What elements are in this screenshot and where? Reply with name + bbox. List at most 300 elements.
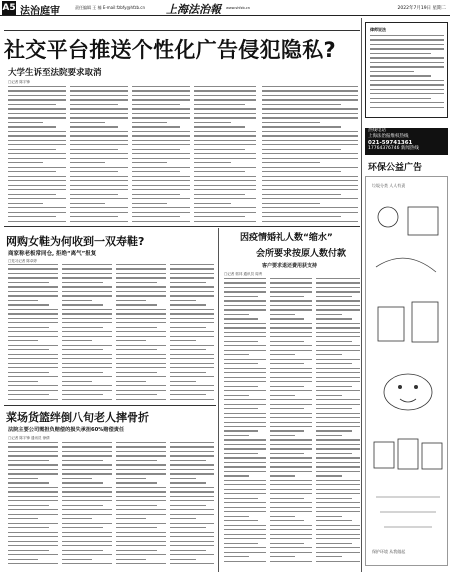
body-text-line xyxy=(194,212,256,213)
body-text-line xyxy=(62,345,112,346)
body-text-line xyxy=(62,318,112,319)
body-text-line xyxy=(116,455,166,456)
lead-byline: □记者 陈宇锋 xyxy=(8,80,30,84)
body-text-line xyxy=(270,323,312,324)
issue-date: 2022年7月19日 星期二 xyxy=(397,6,446,11)
body-text-line xyxy=(194,185,256,186)
body-text-line xyxy=(8,104,56,105)
body-text-line xyxy=(8,198,66,199)
lead-column-2 xyxy=(70,86,128,226)
body-text-line xyxy=(170,563,214,564)
body-text-line xyxy=(116,363,166,364)
body-text-line xyxy=(132,126,180,127)
body-text-line xyxy=(270,471,312,472)
body-text-line xyxy=(170,550,206,551)
body-text-line xyxy=(170,541,214,542)
body-text-line xyxy=(224,413,266,414)
body-text-line xyxy=(132,135,190,136)
body-text-line xyxy=(8,478,38,479)
body-text-line xyxy=(370,62,444,63)
body-text-line xyxy=(262,99,358,100)
body-text-line xyxy=(8,358,58,359)
body-text-line xyxy=(170,367,214,368)
body-text-line xyxy=(316,426,360,427)
body-text-line xyxy=(270,435,295,436)
body-text-line xyxy=(370,75,431,76)
body-text-line xyxy=(132,104,180,105)
body-text-line xyxy=(62,376,112,377)
body-text-line xyxy=(224,480,266,481)
body-text-line xyxy=(70,113,128,114)
body-text-line xyxy=(170,554,214,555)
body-text-line xyxy=(224,439,266,440)
body-text-line xyxy=(8,144,66,145)
body-text-line xyxy=(70,153,128,154)
body-text-line xyxy=(194,113,256,114)
wedding-column-1 xyxy=(224,278,266,568)
basket-headline: 菜场货篮绊倒八旬老人摔骨折 xyxy=(6,411,149,424)
body-text-line xyxy=(194,176,256,177)
body-text-line xyxy=(262,108,358,109)
body-text-line xyxy=(270,332,312,333)
body-text-line xyxy=(170,282,206,283)
body-text-line xyxy=(316,395,342,396)
body-text-line xyxy=(8,295,58,296)
body-text-line xyxy=(62,286,112,287)
body-text-line xyxy=(116,464,166,465)
body-text-line xyxy=(62,327,103,328)
body-text-line xyxy=(270,457,312,458)
body-text-line xyxy=(224,300,266,301)
body-text-line xyxy=(8,509,58,510)
wedding-headline-2: 会所要求按原人数付款 xyxy=(256,249,347,259)
body-text-line xyxy=(316,484,360,485)
mid-divider xyxy=(218,228,219,572)
body-text-line xyxy=(132,99,190,100)
body-text-line xyxy=(270,480,312,481)
body-text-line xyxy=(170,372,206,373)
body-text-line xyxy=(116,385,166,386)
body-text-line xyxy=(270,422,312,423)
body-text-line xyxy=(224,516,249,517)
body-text-line xyxy=(170,514,214,515)
body-text-line xyxy=(270,314,295,315)
body-text-line xyxy=(70,203,105,204)
body-text-line xyxy=(116,268,166,269)
body-text-line xyxy=(8,194,56,195)
ad-caption-bottom: 保护环境 从我做起 xyxy=(372,549,406,554)
body-text-line xyxy=(8,336,58,337)
body-text-line xyxy=(262,207,358,208)
body-text-line xyxy=(62,300,92,301)
body-text-line xyxy=(62,491,112,492)
body-text-line xyxy=(270,444,312,445)
body-text-line xyxy=(8,376,58,377)
body-text-line xyxy=(62,264,112,265)
body-text-line xyxy=(8,385,58,386)
body-text-line xyxy=(8,140,66,141)
body-text-line xyxy=(370,48,444,49)
body-text-line xyxy=(132,86,190,87)
body-text-line xyxy=(224,520,258,521)
body-text-line xyxy=(70,144,128,145)
body-text-line xyxy=(8,514,58,515)
body-text-line xyxy=(8,131,66,132)
body-text-line xyxy=(194,95,256,96)
body-text-line xyxy=(316,547,360,548)
body-text-line xyxy=(132,140,190,141)
body-text-line xyxy=(316,368,360,369)
body-text-line xyxy=(270,489,312,490)
body-text-line xyxy=(270,318,304,319)
body-text-line xyxy=(8,464,58,465)
body-text-line xyxy=(70,99,128,100)
lead-column-1 xyxy=(8,86,66,226)
body-text-line xyxy=(70,194,118,195)
body-text-line xyxy=(8,273,58,274)
body-text-line xyxy=(224,345,266,346)
body-text-line xyxy=(316,430,352,431)
body-text-line xyxy=(224,350,266,351)
body-text-line xyxy=(8,126,56,127)
body-text-line xyxy=(8,349,49,350)
body-text-line xyxy=(224,386,258,387)
body-text-line xyxy=(116,482,157,483)
body-text-line xyxy=(316,516,342,517)
body-text-line xyxy=(194,99,256,100)
body-text-line xyxy=(270,556,295,557)
body-text-line xyxy=(8,189,66,190)
body-text-line xyxy=(170,291,214,292)
legal-commentary-text xyxy=(370,35,444,115)
body-text-line xyxy=(62,358,112,359)
body-text-line xyxy=(224,534,266,535)
body-text-line xyxy=(270,300,312,301)
section-name: 法治庭审 xyxy=(20,6,60,17)
body-text-line xyxy=(270,377,312,378)
lead-subhead: 大学生诉至法院要求取消 xyxy=(8,68,102,78)
section-rule-2 xyxy=(4,405,216,406)
body-text-line xyxy=(262,158,358,159)
body-text-line xyxy=(224,399,266,400)
body-text-line xyxy=(316,534,360,535)
body-text-line xyxy=(8,221,66,222)
body-text-line xyxy=(316,372,360,373)
body-text-line xyxy=(8,264,58,265)
body-text-line xyxy=(262,149,341,150)
body-text-line xyxy=(116,331,166,332)
body-text-line xyxy=(370,102,444,103)
body-text-line xyxy=(8,167,66,168)
body-text-line xyxy=(62,559,92,560)
body-text-line xyxy=(70,90,128,91)
body-text-line xyxy=(270,507,312,508)
body-text-line xyxy=(170,491,214,492)
body-text-line xyxy=(132,158,190,159)
body-text-line xyxy=(62,381,92,382)
body-text-line xyxy=(316,466,360,467)
body-text-line xyxy=(224,381,266,382)
body-text-line xyxy=(270,475,295,476)
body-text-line xyxy=(70,216,118,217)
body-text-line xyxy=(270,538,312,539)
body-text-line xyxy=(194,203,231,204)
body-text-line xyxy=(316,543,352,544)
body-text-line xyxy=(194,108,256,109)
body-text-line xyxy=(62,291,112,292)
body-text-line xyxy=(316,475,342,476)
lead-headline: 社交平台推送个性化广告侵犯隐私? xyxy=(4,38,336,62)
body-text-line xyxy=(270,386,304,387)
body-text-line xyxy=(194,189,256,190)
body-text-line xyxy=(224,359,266,360)
body-text-line xyxy=(8,394,49,395)
body-text-line xyxy=(8,487,58,488)
body-text-line xyxy=(224,368,266,369)
body-text-line xyxy=(132,117,190,118)
body-text-line xyxy=(116,327,157,328)
body-text-line xyxy=(316,390,360,391)
body-text-line xyxy=(170,464,214,465)
body-text-line xyxy=(8,372,49,373)
body-text-line xyxy=(194,194,245,195)
body-text-line xyxy=(262,113,358,114)
body-text-line xyxy=(70,185,128,186)
body-text-line xyxy=(170,358,214,359)
body-text-line xyxy=(224,511,266,512)
body-text-line xyxy=(8,367,58,368)
body-text-line xyxy=(270,543,304,544)
body-text-line xyxy=(62,554,112,555)
shoes-column-3 xyxy=(116,264,166,404)
body-text-line xyxy=(116,313,166,314)
body-text-line xyxy=(270,520,304,521)
body-text-line xyxy=(8,482,49,483)
body-text-line xyxy=(224,444,266,445)
body-text-line xyxy=(70,180,128,181)
body-text-line xyxy=(170,322,214,323)
body-text-line xyxy=(62,473,112,474)
body-text-line xyxy=(62,527,103,528)
body-text-line xyxy=(170,532,214,533)
body-text-line xyxy=(194,86,256,87)
body-text-line xyxy=(224,547,266,548)
body-text-line xyxy=(262,135,358,136)
body-text-line xyxy=(270,417,312,418)
body-text-line xyxy=(62,523,112,524)
body-text-line xyxy=(270,502,312,503)
body-text-line xyxy=(62,446,112,447)
body-text-line xyxy=(8,322,58,323)
body-text-line xyxy=(8,122,43,123)
basket-column-1 xyxy=(8,442,58,570)
top-rule xyxy=(4,30,360,31)
body-text-line xyxy=(316,471,360,472)
body-text-line xyxy=(8,135,66,136)
body-text-line xyxy=(116,442,166,443)
body-text-line xyxy=(316,511,360,512)
body-text-line xyxy=(8,277,58,278)
body-text-line xyxy=(370,71,414,72)
ad-drawing xyxy=(366,177,449,567)
body-text-line xyxy=(262,185,358,186)
body-text-line xyxy=(8,491,58,492)
body-text-line xyxy=(116,518,146,519)
body-text-line xyxy=(8,331,58,332)
body-text-line xyxy=(316,556,342,557)
body-text-line xyxy=(270,439,312,440)
body-text-line xyxy=(8,473,58,474)
body-text-line xyxy=(270,305,312,306)
body-text-line xyxy=(224,462,266,463)
body-text-line xyxy=(8,95,66,96)
body-text-line xyxy=(224,543,258,544)
body-text-line xyxy=(132,207,190,208)
legal-commentary-title: 律师说法 xyxy=(370,27,386,32)
public-ad-illustration xyxy=(365,176,448,566)
body-text-line xyxy=(70,167,128,168)
body-text-line xyxy=(170,451,214,452)
body-text-line xyxy=(132,162,167,163)
body-text-line xyxy=(170,295,214,296)
sidebar-divider xyxy=(361,18,362,572)
body-text-line xyxy=(270,430,304,431)
body-text-line xyxy=(62,336,112,337)
body-text-line xyxy=(224,305,266,306)
body-text-line xyxy=(116,505,157,506)
body-text-line xyxy=(8,545,58,546)
body-text-line xyxy=(270,453,304,454)
body-text-line xyxy=(316,327,360,328)
body-text-line xyxy=(8,108,66,109)
hotline-note: 17764376746 新闻热线 xyxy=(368,146,419,151)
body-text-line xyxy=(8,286,58,287)
body-text-line xyxy=(116,559,146,560)
body-text-line xyxy=(224,457,266,458)
body-text-line xyxy=(370,84,444,85)
body-text-line xyxy=(8,99,66,100)
body-text-line xyxy=(224,484,266,485)
body-text-line xyxy=(262,216,341,217)
body-text-line xyxy=(316,422,360,423)
body-text-line xyxy=(62,399,112,400)
body-text-line xyxy=(262,122,320,123)
body-text-line xyxy=(170,527,206,528)
masthead xyxy=(0,0,450,16)
body-text-line xyxy=(224,287,266,288)
body-text-line xyxy=(270,529,312,530)
body-text-line xyxy=(116,372,157,373)
body-text-line xyxy=(224,430,258,431)
body-text-line xyxy=(116,554,166,555)
body-text-line xyxy=(170,455,214,456)
body-text-line xyxy=(170,318,214,319)
body-text-line xyxy=(170,500,214,501)
body-text-line xyxy=(170,340,196,341)
body-text-line xyxy=(8,268,58,269)
body-text-line xyxy=(62,505,103,506)
body-text-line xyxy=(316,538,360,539)
body-text-line xyxy=(316,350,360,351)
body-text-line xyxy=(262,189,358,190)
body-text-line xyxy=(270,278,312,279)
body-text-line xyxy=(262,180,358,181)
body-text-line xyxy=(170,487,214,488)
body-text-line xyxy=(270,534,312,535)
body-text-line xyxy=(170,331,214,332)
body-text-line xyxy=(70,86,128,87)
body-text-line xyxy=(262,131,358,132)
shoes-subhead: 商家称老板常同仓, 拒绝“离气”报复 xyxy=(8,251,97,257)
body-text-line xyxy=(316,341,352,342)
body-text-line xyxy=(8,399,58,400)
body-text-line xyxy=(262,144,358,145)
body-text-line xyxy=(194,171,245,172)
body-text-line xyxy=(316,336,360,337)
body-text-line xyxy=(116,291,166,292)
body-text-line xyxy=(116,376,166,377)
body-text-line xyxy=(62,282,103,283)
body-text-line xyxy=(170,482,206,483)
body-text-line xyxy=(262,126,341,127)
body-text-line xyxy=(62,331,112,332)
body-text-line xyxy=(116,536,166,537)
body-text-line xyxy=(170,354,214,355)
body-text-line xyxy=(8,541,58,542)
body-text-line xyxy=(270,368,312,369)
body-text-line xyxy=(116,469,166,470)
body-text-line xyxy=(8,327,49,328)
body-text-line xyxy=(194,180,256,181)
body-text-line xyxy=(62,322,112,323)
body-text-line xyxy=(224,489,266,490)
body-text-line xyxy=(170,559,196,560)
body-text-line xyxy=(8,313,58,314)
body-text-line xyxy=(316,399,360,400)
wedding-byline: □记者 郭邦 通讯员 周秀 xyxy=(224,272,263,276)
body-text-line xyxy=(116,473,166,474)
basket-column-3 xyxy=(116,442,166,570)
body-text-line xyxy=(270,359,312,360)
body-text-line xyxy=(316,296,352,297)
body-text-line xyxy=(270,462,312,463)
body-text-line xyxy=(224,529,266,530)
body-text-line xyxy=(62,532,112,533)
body-text-line xyxy=(316,300,360,301)
body-text-line xyxy=(316,462,360,463)
body-text-line xyxy=(170,345,214,346)
body-text-line xyxy=(170,385,214,386)
body-text-line xyxy=(132,144,190,145)
body-text-line xyxy=(8,563,58,564)
body-text-line xyxy=(262,90,358,91)
body-text-line xyxy=(224,296,258,297)
body-text-line xyxy=(270,466,312,467)
body-text-line xyxy=(224,507,266,508)
body-text-line xyxy=(316,448,360,449)
body-text-line xyxy=(132,167,190,168)
body-text-line xyxy=(316,314,342,315)
body-text-line xyxy=(62,442,112,443)
body-text-line xyxy=(270,484,312,485)
body-text-line xyxy=(262,212,358,213)
page-number: A5 xyxy=(2,3,16,13)
body-text-line xyxy=(224,525,266,526)
body-text-line xyxy=(8,354,58,355)
body-text-line xyxy=(62,514,112,515)
body-text-line xyxy=(62,536,112,537)
body-text-line xyxy=(262,198,358,199)
